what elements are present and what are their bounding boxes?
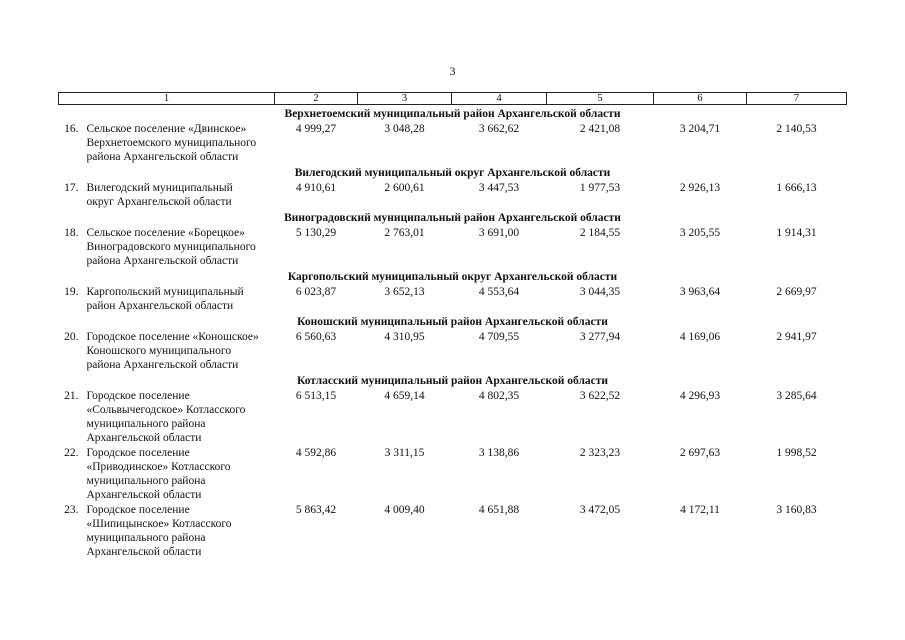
value-cell-col-6: 4 172,11	[680, 504, 720, 516]
settlement-name-line: Городское поселение «Коношское»	[86, 331, 259, 343]
value-cell-col-7: 1 914,31	[776, 227, 817, 239]
table-row	[59, 180, 847, 209]
column-header-2: 2	[275, 93, 358, 105]
settlement-name-line: Сельское поселение «Борецкое»	[86, 227, 245, 239]
value-cell-col-7: 3 285,64	[776, 390, 817, 402]
column-header-4: 4	[452, 93, 547, 105]
settlement-name-line: Архангельской области	[86, 432, 202, 444]
value-cell-col-5: 1 977,53	[579, 182, 621, 194]
value-cell-col-3: 4 310,95	[384, 331, 425, 343]
value-cell-col-5: 3 044,35	[579, 286, 621, 298]
row-number: 21.	[64, 390, 79, 402]
row-number: 23.	[64, 504, 79, 516]
table-row	[59, 121, 847, 164]
value-cell-col-3: 3 311,15	[384, 447, 425, 459]
row-number: 18.	[64, 227, 79, 239]
settlement-name	[83, 445, 275, 502]
district-heading-row	[59, 209, 847, 225]
table-row	[59, 225, 847, 268]
settlement-name-line: Коношского муниципального	[86, 345, 232, 357]
settlement-name	[83, 388, 275, 445]
value-cell-col-3: 3 652,13	[384, 286, 425, 298]
district-heading-row	[59, 372, 847, 388]
value-cell-col-7: 1 998,52	[776, 447, 817, 459]
value-cell-col-2: 4 592,86	[295, 447, 337, 459]
table-row	[59, 445, 847, 502]
value-cell-col-3: 3 048,28	[384, 123, 425, 135]
table-row	[59, 388, 847, 445]
district-heading-row	[59, 164, 847, 180]
value-cell-col-7: 2 941,97	[776, 331, 817, 343]
value-cell-col-4: 3 662,62	[478, 123, 520, 135]
value-cell-col-7: 1 666,13	[776, 182, 817, 194]
settlement-name	[83, 502, 275, 559]
settlement-name-line: Вилегодский муниципальный	[86, 182, 233, 194]
settlement-name-line: района Архангельской области	[86, 151, 239, 163]
row-number: 22.	[64, 447, 79, 459]
value-cell-col-5: 3 277,94	[579, 331, 621, 343]
settlement-name-line: «Приводинское» Котласского	[86, 461, 231, 473]
value-cell-col-7: 3 160,83	[776, 504, 817, 516]
page-number: 3	[449, 64, 456, 78]
settlement-name-line: район Архангельской области	[86, 300, 234, 312]
settlement-name-line: округ Архангельской области	[86, 196, 232, 208]
district-heading: Виноградовский муниципальный район Архангельской области	[284, 212, 621, 224]
value-cell-col-4: 4 802,35	[478, 390, 520, 402]
value-cell-col-2: 5 130,29	[295, 227, 337, 239]
value-cell-col-4: 3 447,53	[478, 182, 520, 194]
table-row	[59, 284, 847, 313]
column-header-3: 3	[358, 93, 452, 105]
settlement-name-line: Городское поселение	[86, 390, 190, 402]
column-header-1: 1	[59, 93, 275, 105]
settlement-name-line: Городское поселение	[86, 504, 190, 516]
column-header-7: 7	[747, 93, 847, 105]
value-cell-col-3: 2 763,01	[384, 227, 425, 239]
value-cell-col-7: 2 669,97	[776, 286, 817, 298]
row-number: 17.	[64, 182, 79, 194]
value-cell-col-5: 2 184,55	[579, 227, 621, 239]
table-row	[59, 329, 847, 372]
value-cell-col-6: 3 205,55	[679, 227, 721, 239]
settlement-name-line: муниципального района	[86, 532, 206, 544]
settlement-name	[83, 121, 275, 164]
settlement-name	[83, 284, 275, 313]
value-cell-col-2: 6 023,87	[295, 286, 337, 298]
settlement-name-line: Виноградовского муниципального	[86, 241, 256, 253]
settlement-name-line: района Архангельской области	[86, 255, 239, 267]
value-cell-col-3: 4 009,40	[384, 504, 425, 516]
value-cell-col-6: 4 296,93	[679, 390, 721, 402]
settlement-name-line: «Шипицынское» Котласского	[86, 518, 232, 530]
value-cell-col-3: 4 659,14	[384, 390, 425, 402]
value-cell-col-2: 6 513,15	[295, 390, 337, 402]
settlement-name-line: муниципального района	[86, 418, 206, 430]
settlement-name-line: муниципального района	[86, 475, 206, 487]
value-cell-col-4: 3 691,00	[478, 227, 520, 239]
value-cell-col-4: 4 709,55	[478, 331, 520, 343]
settlement-name-line: Каргопольский муниципальный	[86, 286, 244, 298]
column-header-6: 6	[654, 93, 747, 105]
value-cell-col-4: 4 553,64	[478, 286, 520, 298]
settlement-name-line: Городское поселение	[86, 447, 190, 459]
value-cell-col-6: 2 926,13	[679, 182, 721, 194]
value-cell-col-5: 3 472,05	[579, 504, 621, 516]
value-cell-col-4: 3 138,86	[478, 447, 520, 459]
value-cell-col-5: 2 421,08	[579, 123, 621, 135]
value-cell-col-5: 2 323,23	[579, 447, 621, 459]
settlement-name-line: Архангельской области	[86, 489, 202, 501]
value-cell-col-4: 4 651,88	[478, 504, 520, 516]
settlement-name-line: Архангельской области	[86, 546, 202, 558]
settlement-name	[83, 329, 275, 372]
value-cell-col-6: 3 963,64	[679, 286, 721, 298]
district-heading-row	[59, 105, 847, 122]
district-heading: Вилегодский муниципальный округ Архангельской области	[294, 167, 611, 179]
settlement-name-line: района Архангельской области	[86, 359, 239, 371]
district-heading: Верхнетоемский муниципальный район Архангельской области	[284, 108, 621, 120]
value-cell-col-6: 4 169,06	[679, 331, 721, 343]
district-heading: Каргопольский муниципальный округ Архангельской области	[287, 271, 618, 283]
value-cell-col-3: 2 600,61	[384, 182, 425, 194]
column-header-5: 5	[547, 93, 654, 105]
row-number: 20.	[64, 331, 79, 343]
data-table	[58, 92, 847, 559]
settlement-name-line: Сельское поселение «Двинское»	[86, 123, 247, 135]
table-row	[59, 502, 847, 559]
district-heading-row	[59, 268, 847, 284]
settlement-name	[83, 225, 275, 268]
value-cell-col-5: 3 622,52	[579, 390, 621, 402]
value-cell-col-2: 4 910,61	[295, 182, 337, 194]
value-cell-col-6: 3 204,71	[679, 123, 721, 135]
settlement-name-line: Верхнетоемского муниципального	[86, 137, 257, 149]
district-heading: Котласский муниципальный район Архангельской области	[296, 375, 609, 387]
row-number: 19.	[64, 286, 79, 298]
settlement-name-line: «Сольвычегодское» Котласского	[86, 404, 246, 416]
value-cell-col-7: 2 140,53	[776, 123, 817, 135]
table-body	[59, 93, 847, 560]
value-cell-col-2: 6 560,63	[295, 331, 337, 343]
value-cell-col-2: 4 999,27	[295, 123, 337, 135]
value-cell-col-2: 5 863,42	[295, 504, 337, 516]
district-heading-row	[59, 313, 847, 329]
column-number-row	[59, 93, 847, 105]
settlement-name	[83, 180, 275, 209]
row-number: 16.	[64, 123, 79, 135]
district-heading: Коношский муниципальный район Архангельской области	[297, 316, 608, 328]
value-cell-col-6: 2 697,63	[679, 447, 721, 459]
